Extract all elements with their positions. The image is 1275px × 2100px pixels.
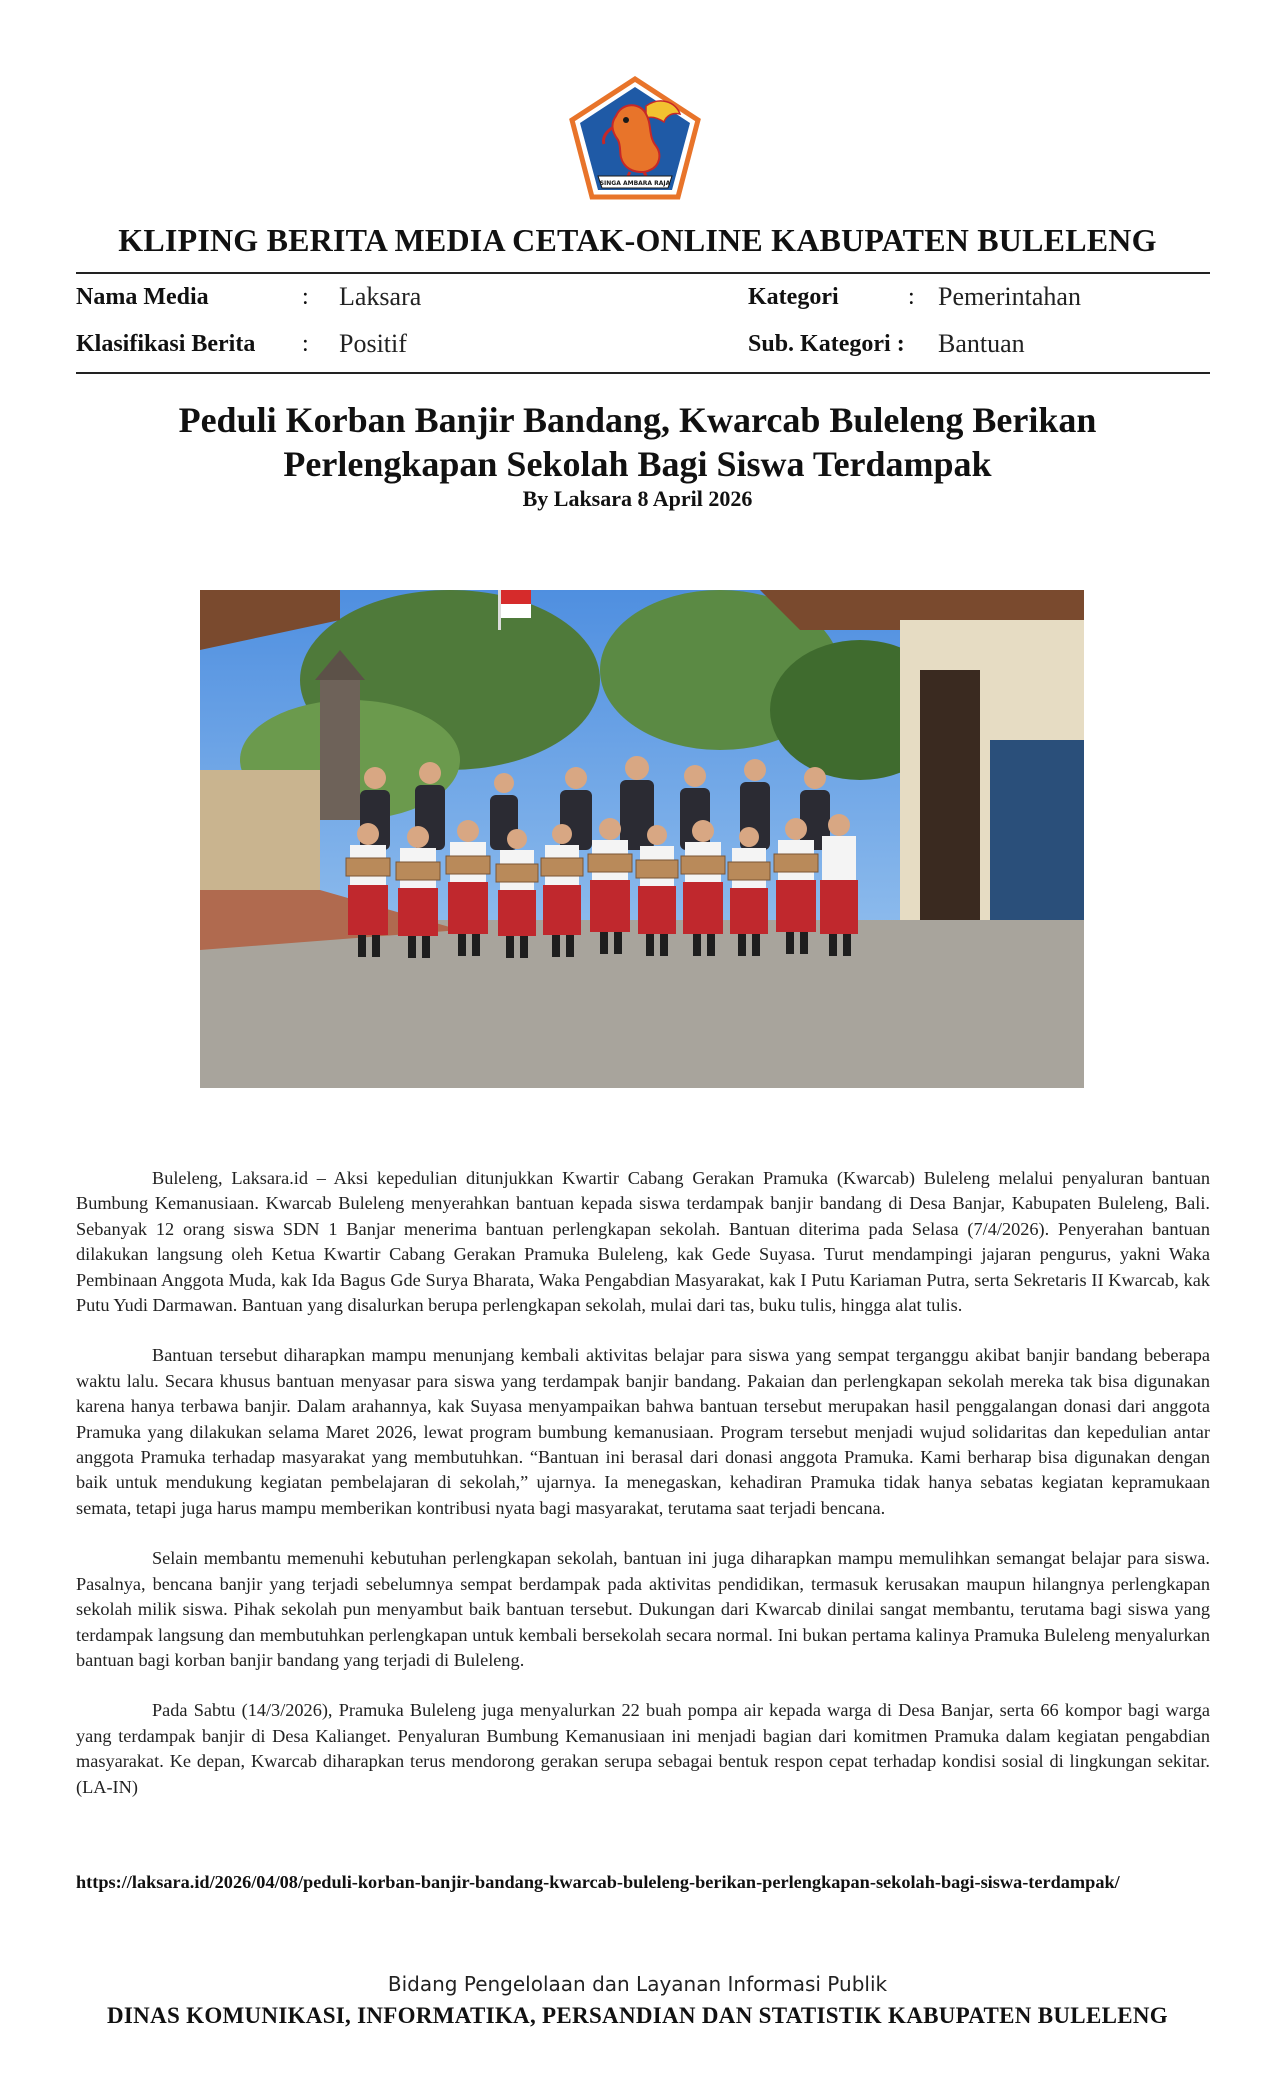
source-link[interactable]: https://laksara.id/2026/04/08/peduli-korban-banjir-bandang-kwarcab-buleleng-berikan-perlengkapan-sekolah-bagi-siswa-terdampak/ xyxy=(76,1872,1120,1892)
article-paragraph: Pada Sabtu (14/3/2026), Pramuka Buleleng juga menyalurkan 22 buah pompa air kepada warga di Desa Banjar, serta 66 kompor bagi warga yang terdampak banjir di Desa Kalianget. Penyaluran Bumbung Kemanusiaan ini menjadi bagian dari komitmen Pramuka dalam kegiatan pengabdian masyarakat. Ke depan, Kwarcab diharapkan terus mendorong gerakan serupa sebagai bentuk respon cepat terhadap kondisi sosial di lingkungan sekitar. (LA-IN) xyxy=(76,1700,1210,1797)
article-photo xyxy=(200,590,1084,1088)
article-paragraph: Selain membantu memenuhi kebutuhan perlengkapan sekolah, bantuan ini juga diharapkan mampu memulihkan semangat belajar para siswa. Pasalnya, bencana banjir yang terjadi sebelumnya sempat berdampak pada aktivitas pendidikan, termasuk kerusakan maupun hilangnya perlengkapan sekolah milik siswa. Pihak sekolah pun menyambut baik bantuan tersebut. Dukungan dari Kwarcab dinilai sangat membantu, terutama bagi siswa yang terdampak langsung dan membutuhkan perlengkapan untuk kembali bersekolah secara normal. Ini bukan pertama kalinya Pramuka Buleleng menyalurkan bantuan bagi korban banjir bandang yang terjadi di Buleleng. xyxy=(76,1548,1210,1670)
footer-agency: DINAS KOMUNIKASI, INFORMATIKA, PERSANDIAN DAN STATISTIK KABUPATEN BULELENG xyxy=(107,2003,1168,2028)
document-title: KLIPING BERITA MEDIA CETAK-ONLINE KABUPATEN BULELENG xyxy=(118,222,1157,258)
divider-top xyxy=(76,272,1210,274)
media-colon: : xyxy=(302,284,309,310)
headline-line-2: Perlengkapan Sekolah Bagi Siswa Terdampak xyxy=(283,444,992,484)
subkategori-value: Bantuan xyxy=(938,329,1025,358)
kategori-label: Kategori xyxy=(748,284,839,310)
buleleng-emblem-logo xyxy=(568,76,702,200)
klasifikasi-value: Positif xyxy=(339,329,407,358)
media-label: Nama Media xyxy=(76,284,209,310)
article-headline xyxy=(90,398,1185,486)
media-value: Laksara xyxy=(339,282,422,311)
subkategori-label xyxy=(748,331,905,358)
kategori-value: Pemerintahan xyxy=(938,282,1081,311)
article-paragraph: Buleleng, Laksara.id – Aksi kepedulian ditunjukkan Kwartir Cabang Gerakan Pramuka (Kwarcab) Buleleng melalui penyaluran bantuan Bumbung Kemanusiaan. Kwarcab Buleleng menyerahkan bantuan kepada siswa terdampak banjir bandang di Desa Banjar, Kabupaten Buleleng, Bali. Sebanyak 12 orang siswa SDN 1 Banjar menerima bantuan perlengkapan sekolah. Bantuan diterima pada Selasa (7/4/2026). Penyerahan bantuan dilakukan langsung oleh Ketua Kwartir Cabang Gerakan Pramuka Buleleng, kak Gede Suyasa. Turut mendampingi jajaran pengurus, yakni Waka Pembinaan Anggota Muda, kak Ida Bagus Gde Surya Bharata, Waka Pengabdian Masyarakat, kak I Putu Kariaman Putra, serta Sekretaris II Kwarcab, kak Putu Yudi Darmawan. Bantuan yang disalurkan berupa perlengkapan sekolah, mulai dari tas, buku tulis, hingga alat tulis. xyxy=(76,1168,1210,1316)
subkategori-label-text: Sub. Kategori xyxy=(748,331,891,357)
article-byline: By Laksara 8 April 2026 xyxy=(522,486,753,511)
article-body xyxy=(76,1166,1210,1825)
divider-bottom xyxy=(76,372,1210,374)
headline-line-1: Peduli Korban Banjir Bandang, Kwarcab Buleleng Berikan xyxy=(178,400,1097,440)
article-paragraph: Bantuan tersebut diharapkan mampu menunjang kembali aktivitas belajar para siswa yang sempat terganggu akibat banjir bandang beberapa waktu lalu. Secara khusus bantuan menyasar para siswa yang terdampak banjir bandang. Pakaian dan perlengkapan sekolah mereka tak bisa digunakan karena hanya terbawa banjir. Dalam arahannya, kak Suyasa menyampaikan bahwa bantuan tersebut merupakan hasil penggalangan donasi dari anggota Pramuka yang dilakukan selama Maret 2026, lewat program bumbung kemanusiaan. Program tersebut menjadi wujud solidaritas dan kepedulian antar anggota Pramuka terhadap masyarakat yang membutuhkan. “Bantuan ini berasal dari donasi anggota Pramuka. Kami berharap bisa digunakan dengan baik untuk mendukung kegiatan pembelajaran di sekolah,” ujarnya. Ia menegaskan, kehadiran Pramuka tidak hanya sebatas kegiatan kepramukaan semata, tetapi juga harus mampu memberikan kontribusi nyata bagi masyarakat, terutama saat terjadi bencana. xyxy=(76,1345,1210,1518)
kategori-colon: : xyxy=(908,284,915,310)
klasifikasi-label: Klasifikasi Berita xyxy=(76,331,256,357)
footer-department: Bidang Pengelolaan dan Layanan Informasi Publik xyxy=(387,1972,888,1996)
subkategori-colon: : xyxy=(896,331,905,357)
klasifikasi-colon: : xyxy=(302,331,309,357)
logo-motto: SINGA AMBARA RAJA xyxy=(599,180,671,187)
